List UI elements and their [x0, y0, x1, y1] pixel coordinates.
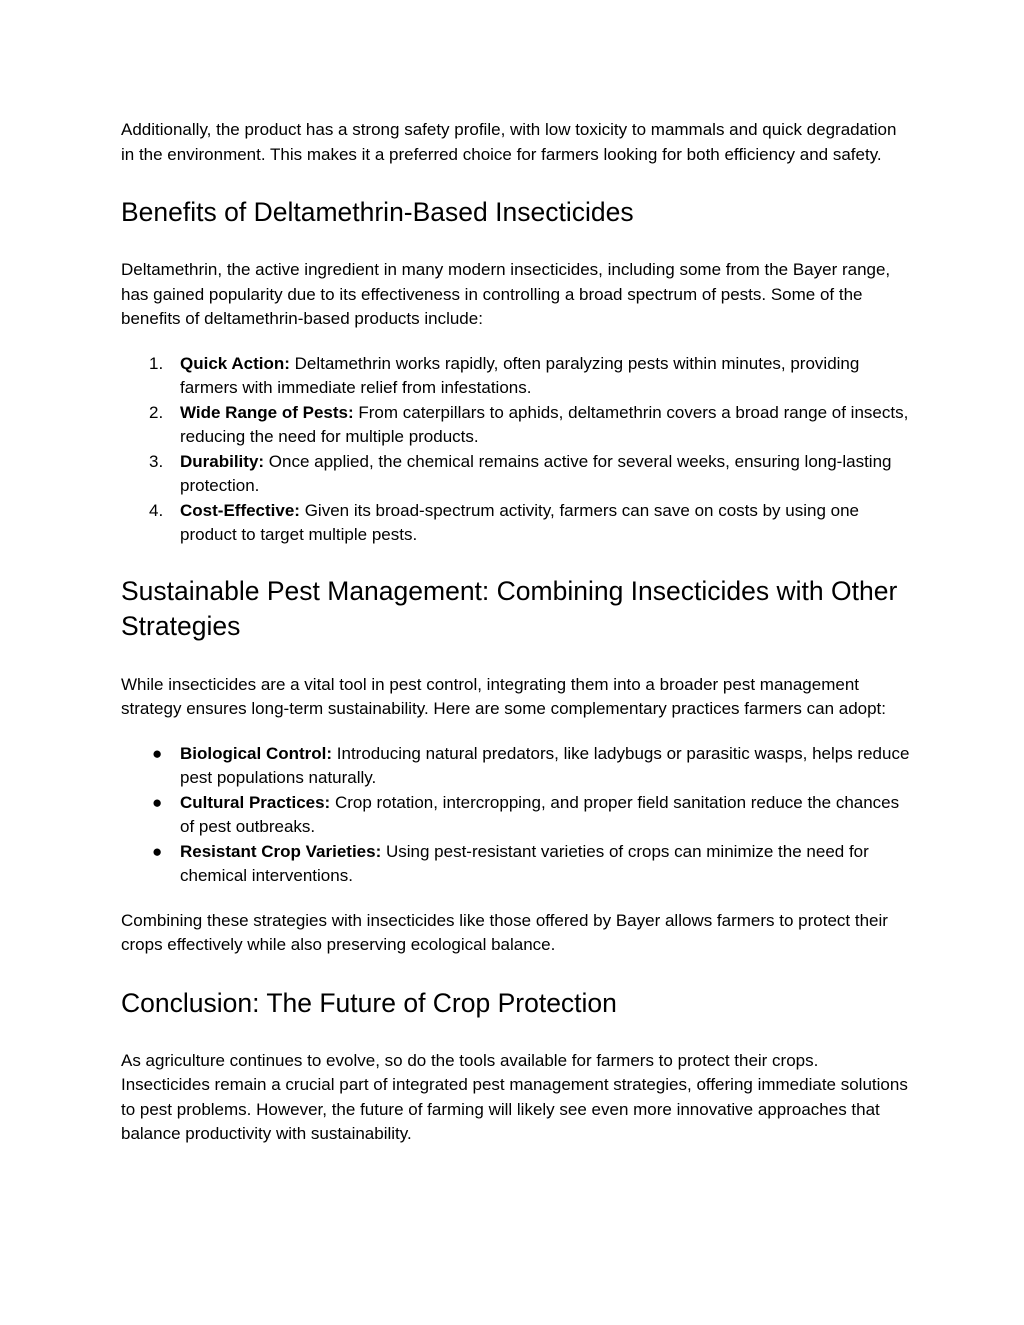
benefits-paragraph: Deltamethrin, the active ingredient in many modern insecticides, including some from the Bayer range, has gained popularity due to its effectiveness in controlling a broad spectrum of pests. Some of the benefits of deltamethrin-based products include:: [121, 260, 891, 328]
list-item-text: Introducing natural predators, like ladybugs or parasitic wasps, helps reduce pest populations naturally.: [180, 743, 910, 787]
list-item-text: Using pest-resistant varieties of crops can minimize the need for chemical interventions.: [180, 841, 869, 885]
list-item: [121, 840, 911, 889]
sustainable-heading: Sustainable Pest Management: Combining Insecticides with Other Strategies: [121, 575, 898, 641]
bullet-icon: ●: [152, 792, 163, 812]
list-item-text: Deltamethrin works rapidly, often paralyzing pests within minutes, providing farmers with immediate relief from infestations.: [180, 353, 860, 397]
bullet-icon: ●: [152, 841, 163, 861]
sustainable-paragraph: While insecticides are a vital tool in pest control, integrating them into a broader pest management strategy ensures long-term sustainability. Here are some complementary practices farmers can adopt:: [121, 674, 887, 718]
list-item-title: Cultural Practices:: [180, 792, 331, 812]
list-number: 2.: [149, 402, 164, 422]
conclusion-heading: Conclusion: The Future of Crop Protection: [121, 987, 617, 1018]
list-item-title: Durability:: [180, 451, 265, 471]
strategies-list: [121, 742, 911, 889]
conclusion-paragraph: As agriculture continues to evolve, so do the tools available for farmers to protect their crops. Insecticides remain a crucial part of integrated pest management strategies, offering immediate solutions to pest problems. However, the future of farming will likely see even more innovative approaches that balance productivity with sustainability.: [121, 1050, 908, 1143]
list-item: [121, 401, 911, 450]
list-number: 1.: [149, 353, 164, 373]
list-item-title: Cost-Effective:: [180, 500, 300, 520]
benefits-heading: Benefits of Deltamethrin-Based Insecticides: [121, 197, 634, 227]
list-item: [121, 742, 911, 791]
list-item-text: From caterpillars to aphids, deltamethrin covers a broad range of insects, reducing the need for multiple products.: [180, 402, 909, 446]
list-item: [121, 499, 911, 548]
document-page: [121, 118, 911, 1147]
strategies-closing-paragraph: Combining these strategies with insecticides like those offered by Bayer allows farmers to protect their crops effectively while also preserving ecological balance.: [121, 910, 888, 954]
list-item-title: Biological Control:: [180, 743, 333, 763]
list-number: 4.: [149, 500, 164, 520]
list-item-text: Crop rotation, intercropping, and proper field sanitation reduce the chances of pest outbreaks.: [180, 792, 900, 836]
list-item-title: Quick Action:: [180, 353, 290, 373]
list-item: [121, 352, 911, 401]
list-item-text: Given its broad-spectrum activity, farmers can save on costs by using one product to target multiple pests.: [180, 500, 860, 544]
list-item-text: Once applied, the chemical remains active for several weeks, ensuring long-lasting protection.: [180, 451, 892, 495]
list-item: [121, 791, 911, 840]
list-item-title: Resistant Crop Varieties:: [180, 841, 382, 861]
list-item: [121, 450, 911, 499]
list-item-title: Wide Range of Pests:: [180, 402, 354, 422]
bullet-icon: ●: [152, 743, 163, 763]
intro-paragraph: Additionally, the product has a strong safety profile, with low toxicity to mammals and quick degradation in the environment. This makes it a preferred choice for farmers looking for both efficiency and safety.: [121, 120, 897, 164]
list-number: 3.: [149, 451, 164, 471]
benefits-list: [121, 352, 911, 548]
